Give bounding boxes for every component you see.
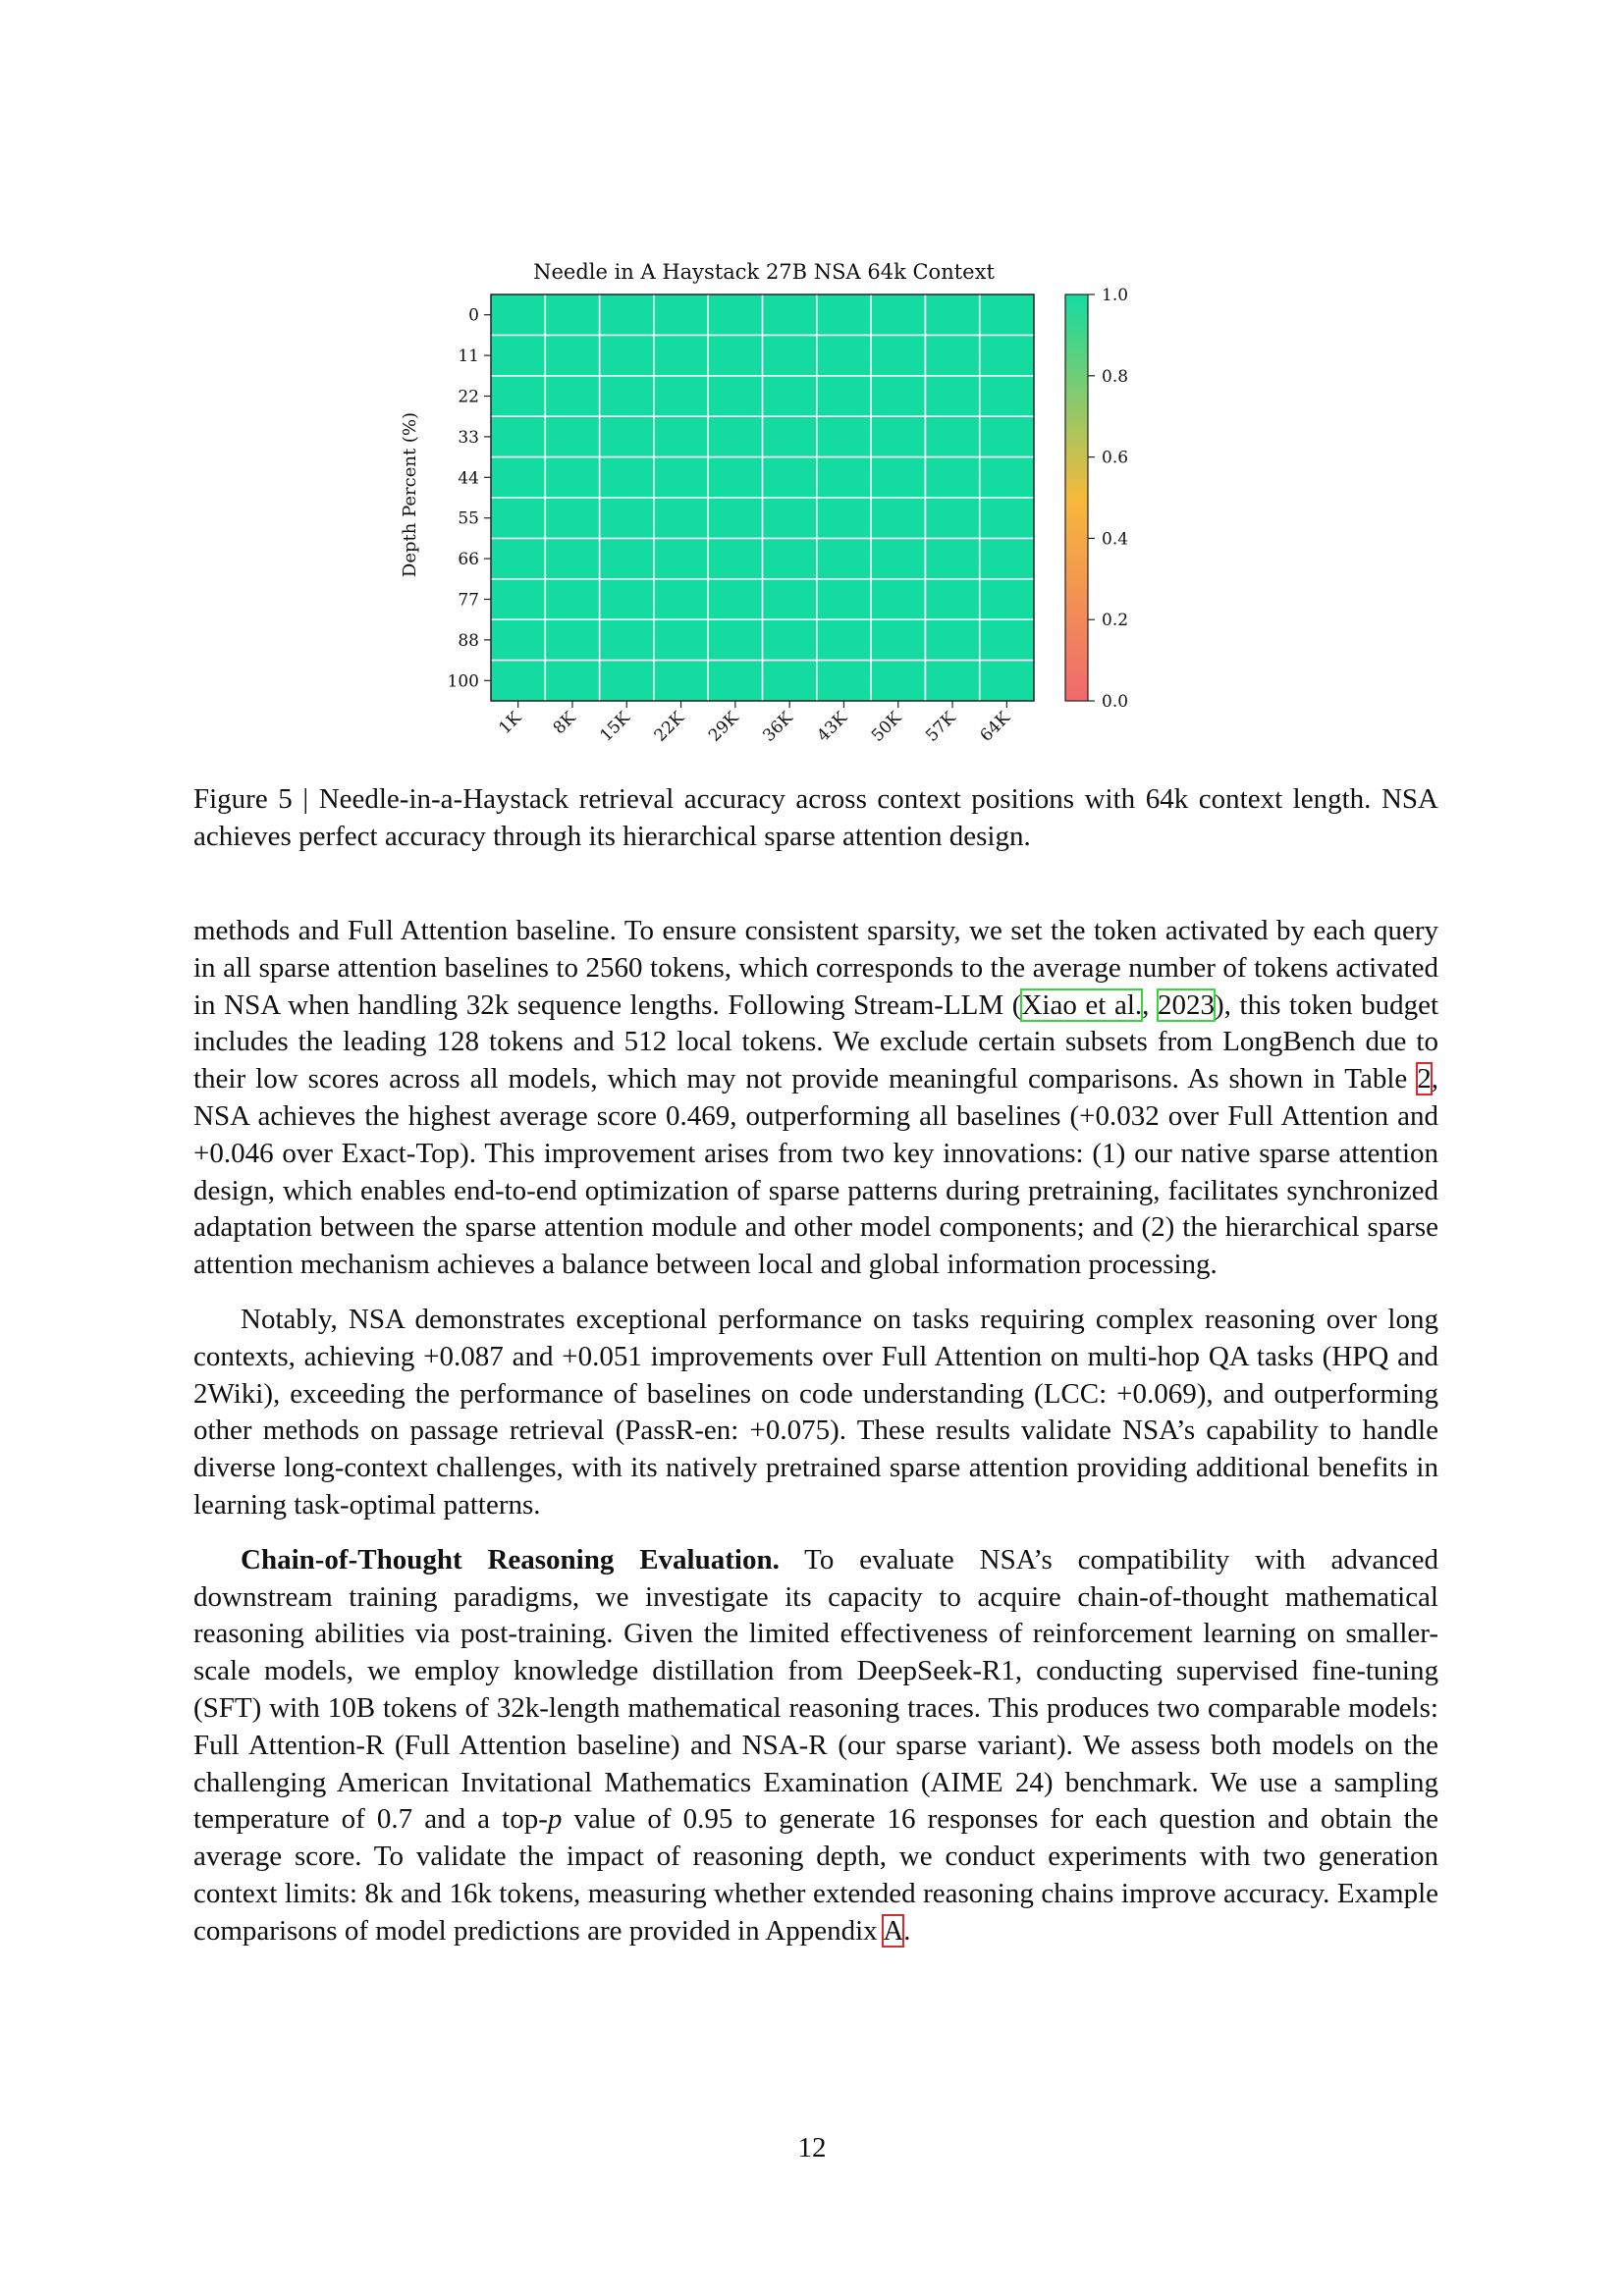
paragraph-1 [193, 913, 1438, 1284]
heatmap-cell [763, 538, 818, 579]
heatmap-cell [817, 661, 872, 702]
colorbar [1065, 294, 1088, 701]
heatmap-cell [708, 661, 763, 702]
heatmap-cell [545, 294, 600, 336]
page-number: 12 [797, 2132, 827, 2163]
heatmap-cell [600, 335, 655, 376]
table-ref-link[interactable]: 2 [1417, 1063, 1432, 1095]
x-tick-label: 29K [704, 708, 743, 746]
heatmap-cell [980, 416, 1035, 457]
heatmap-cell [980, 619, 1035, 661]
heatmap-cell [600, 457, 655, 499]
heatmap-cell [708, 619, 763, 661]
heatmap-cell [491, 457, 546, 499]
text-run: ), this token budget includes the leading 128 tokens and 512 local tokens. We exclude certain subsets from LongBench due to their low scores across all models, which may not provide meaningful comparisons. As shown in Table [193, 988, 1439, 1095]
heatmap-cell [708, 579, 763, 620]
citation-link-author[interactable]: Xiao et al. [1021, 988, 1143, 1021]
x-tick-label: 64K [976, 708, 1014, 746]
heatmap-cell [545, 335, 600, 376]
heatmap-cell [708, 376, 763, 417]
heatmap-cell [871, 335, 926, 376]
heatmap-cell [980, 335, 1035, 376]
heatmap-cell [871, 579, 926, 620]
text-run: , NSA achieves the highest average score 0.469, outperforming all baselines (+0.032 over Full Attention and +0.046 over Exact-Top). This improvement arises from two key innovations: (1) our native sparse attention design, which enables end-to-end optimization of sparse patterns during pretraining, facilitates synchronized adaptation between the sparse attention module and other model components; and (2) the hierarchical sparse attention mechanism achieves a balance between local and global information processing. [193, 1063, 1438, 1281]
x-tick-label: 15K [596, 708, 634, 746]
figure-caption [193, 781, 1438, 856]
appendix-ref-link[interactable]: A [883, 1914, 904, 1947]
heatmap-cell [925, 376, 980, 417]
y-axis-label: Depth Percent (%) [400, 411, 420, 578]
heatmap-cell [763, 457, 818, 499]
heatmap-cell [817, 416, 872, 457]
heatmap-cell [817, 376, 872, 417]
heatmap-cell [763, 376, 818, 417]
heatmap-cell [491, 376, 546, 417]
colorbar-tick-label: 0.4 [1102, 529, 1129, 550]
heatmap-cell [763, 619, 818, 661]
body-text [193, 913, 1438, 1968]
heatmap-cell [545, 416, 600, 457]
y-tick-label: 100 [447, 671, 479, 692]
heatmap-cell [545, 538, 600, 579]
heatmap-cell [817, 579, 872, 620]
heatmap-cell [925, 498, 980, 539]
heatmap-cell [654, 498, 709, 539]
heatmap-cell [491, 619, 546, 661]
figure-label: Figure 5 | [193, 783, 319, 815]
heatmap-cell [817, 294, 872, 336]
paragraph-2: Notably, NSA demonstrates exceptional performance on tasks requiring complex reasoning over long contexts, achieving +0.087 and +0.051 improvements over Full Attention on multi-hop QA tasks (HPQ and 2Wiki), exceeding the performance of baselines on code understanding (LCC: +0.069), and outperforming other methods on passage retrieval (PassR-en: +0.075). These results validate NSA’s capability to handle diverse long-context challenges, with its natively pretrained sparse attention providing additional benefits in learning task-optimal patterns. [193, 1303, 1438, 1521]
heatmap-cell [925, 416, 980, 457]
heatmap-cell [491, 294, 546, 336]
heatmap-cell [708, 335, 763, 376]
heatmap-cell [871, 538, 926, 579]
x-tick-label: 50K [867, 708, 906, 746]
heatmap-cell [817, 335, 872, 376]
heatmap-cell [925, 579, 980, 620]
heatmap-cell [654, 376, 709, 417]
heatmap-cell [871, 376, 926, 417]
y-tick-label: 88 [458, 630, 479, 651]
heatmap-cell [600, 579, 655, 620]
heatmap-cell [763, 579, 818, 620]
heatmap-cell [925, 294, 980, 336]
y-tick-label: 33 [458, 427, 479, 448]
y-tick-label: 0 [468, 305, 479, 326]
heatmap-cell [925, 661, 980, 702]
text-run: To evaluate NSA’s compatibility with advanced downstream training paradigms, we investigate its capacity to acquire chain-of-thought mathematical reasoning abilities via post-training. Given the limited effectiveness of reinforcement learning on smaller-scale models, we employ knowledge distillation from DeepSeek-R1, conducting supervised fine-tuning (SFT) with 10B tokens of 32k-length mathematical reasoning traces. This produces two comparable models: Full Attention-R (Full Attention baseline) and NSA-R (our sparse variant). We assess both models on the challenging American Invitational Mathematics Examination (AIME 24) benchmark. We use a sampling temperature of 0.7 and a top- [193, 1543, 1438, 1836]
heatmap-cell [545, 579, 600, 620]
text-run: , [1142, 988, 1159, 1021]
italic-symbol: p [547, 1803, 563, 1836]
paragraph-3 [193, 1542, 1438, 1950]
heatmap-cell [600, 619, 655, 661]
y-tick-label: 22 [458, 387, 479, 407]
heatmap-cell [654, 579, 709, 620]
heatmap-cell [600, 661, 655, 702]
x-tick-label: 1K [495, 708, 526, 739]
x-tick-label: 8K [549, 708, 580, 739]
needle-haystack-heatmap [373, 245, 1159, 766]
y-tick-label: 55 [458, 508, 479, 529]
heatmap-cell [654, 335, 709, 376]
heatmap-cell [980, 538, 1035, 579]
heatmap-cell [600, 538, 655, 579]
y-tick-label: 11 [458, 347, 479, 367]
heatmap-cell [654, 416, 709, 457]
colorbar-tick-label: 0.8 [1102, 366, 1129, 387]
heatmap-cell [491, 335, 546, 376]
heatmap-cell [763, 661, 818, 702]
heatmap-cell [925, 538, 980, 579]
text-run: methods and Full Attention baseline. To ensure consistent sparsity, we set the token activated by each query in all sparse attention baselines to 2560 tokens, which corresponds to the average number of tokens activated in NSA when handling 32k sequence lengths. Following Stream-LLM ( [193, 915, 1438, 1021]
colorbar-tick-label: 1.0 [1102, 286, 1129, 305]
x-tick-label: 57K [922, 708, 960, 746]
heatmap-cell [708, 416, 763, 457]
heatmap-cell [817, 457, 872, 499]
heatmap-cell [491, 579, 546, 620]
heatmap-cell [817, 538, 872, 579]
heatmap-cell [600, 498, 655, 539]
heatmap-cell [491, 416, 546, 457]
heatmap-cell [545, 498, 600, 539]
heatmap-cell [708, 498, 763, 539]
heatmap-cell [708, 457, 763, 499]
heatmap-cell [545, 457, 600, 499]
citation-link-year[interactable]: 2023 [1158, 988, 1216, 1021]
heatmap-cell [763, 498, 818, 539]
y-tick-label: 44 [458, 468, 479, 489]
chart-title: Needle in A Haystack 27B NSA 64k Context [533, 260, 995, 284]
colorbar-tick-label: 0.0 [1102, 692, 1129, 712]
heatmap-cell [925, 335, 980, 376]
y-tick-label: 66 [458, 550, 479, 570]
colorbar-tick-label: 0.6 [1102, 448, 1129, 468]
heatmap-cell [600, 376, 655, 417]
text-run: . [903, 1914, 911, 1947]
text-run: value of 0.95 to generate 16 responses for each question and obtain the average score. To validate the impact of reasoning depth, we conduct experiments with two generation context limits: 8k and 16k tokens, measuring whether extended reasoning chains improve accuracy. Example comparisons of model predictions are provided in Appendix [193, 1803, 1438, 1947]
heatmap-cell [654, 661, 709, 702]
heatmap-cell [600, 416, 655, 457]
heatmap-cell [925, 619, 980, 661]
heatmap-cell [545, 661, 600, 702]
heatmap-cell [654, 457, 709, 499]
heatmap-cell [491, 538, 546, 579]
heatmap-cell [545, 376, 600, 417]
x-tick-label: 36K [759, 708, 797, 746]
colorbar-tick-label: 0.2 [1102, 611, 1129, 631]
heatmap-cell [871, 457, 926, 499]
heatmap-cell [654, 294, 709, 336]
heatmap-cell [491, 661, 546, 702]
heatmap-cell [545, 619, 600, 661]
heatmap-cell [980, 294, 1035, 336]
heatmap-cell [600, 294, 655, 336]
heatmap-cell [491, 498, 546, 539]
heatmap-cell [871, 498, 926, 539]
heatmap-cell [817, 498, 872, 539]
heatmap-cell [980, 498, 1035, 539]
heatmap-cell [763, 335, 818, 376]
paragraph-heading: Chain-of-Thought Reasoning Evaluation. [241, 1543, 780, 1575]
heatmap-cell [871, 416, 926, 457]
x-tick-label: 22K [650, 708, 689, 746]
heatmap-cell [925, 457, 980, 499]
y-tick-label: 77 [458, 590, 479, 611]
figure-caption-text: Needle-in-a-Haystack retrieval accuracy across context positions with 64k context length. NSA achieves perfect accuracy through its hierarchical sparse attention design. [193, 783, 1438, 852]
heatmap-cell [980, 457, 1035, 499]
heatmap-cell [708, 294, 763, 336]
heatmap-cell [871, 294, 926, 336]
heatmap-cell [871, 619, 926, 661]
heatmap-cell [980, 376, 1035, 417]
heatmap-cell [708, 538, 763, 579]
heatmap-cell [980, 579, 1035, 620]
heatmap-cell [763, 416, 818, 457]
heatmap-cell [817, 619, 872, 661]
heatmap-cell [980, 661, 1035, 702]
heatmap-cell [763, 294, 818, 336]
x-tick-label: 43K [813, 708, 851, 746]
heatmap-cell [654, 538, 709, 579]
heatmap-cell [654, 619, 709, 661]
heatmap-cell [871, 661, 926, 702]
